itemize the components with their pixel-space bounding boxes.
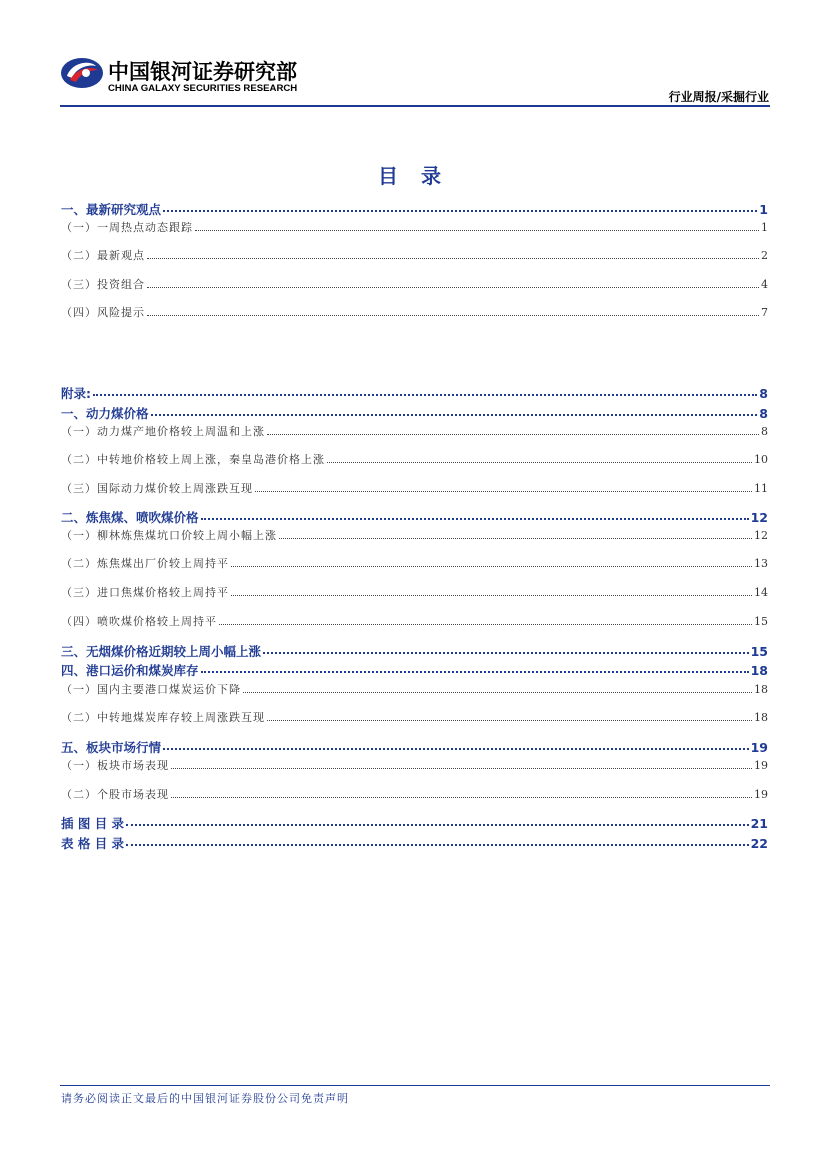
toc-leader-dots (219, 624, 752, 625)
toc-entry[interactable] (61, 508, 768, 524)
toc-entry-label: 表 格 目 录 (61, 836, 125, 851)
toc-leader-dots (201, 518, 749, 520)
toc-entry-page: 14 (754, 586, 768, 599)
toc-entry[interactable] (61, 584, 768, 600)
toc-entry-label: 附录: (61, 386, 91, 401)
toc-entry-label: （三）投资组合 (61, 278, 145, 291)
toc-entry[interactable] (61, 451, 768, 467)
toc-leader-dots (147, 287, 759, 288)
toc-entry-label: （一）一周热点动态跟踪 (61, 221, 193, 234)
brand-name-en: CHINA GALAXY SECURITIES RESEARCH (108, 83, 298, 94)
toc-entry-page: 18 (750, 663, 768, 678)
toc-entry-page: 21 (750, 816, 768, 831)
toc-entry-label: （二）中转地价格较上周上涨，秦皇岛港价格上涨 (61, 453, 325, 466)
toc-entry-page: 12 (754, 529, 768, 542)
toc-entry-label: （一）柳林炼焦煤坑口价较上周小幅上涨 (61, 529, 277, 542)
toc-entry-page: 15 (754, 615, 768, 628)
toc-entry-label: （三）国际动力煤价较上周涨跌互现 (61, 482, 253, 495)
footer-divider (60, 1085, 770, 1086)
toc-entry[interactable] (61, 304, 768, 320)
toc-title: 目 录 (378, 164, 449, 188)
toc-entry-label: 二、炼焦煤、喷吹煤价格 (61, 510, 199, 525)
toc-entry-label: 插 图 目 录 (61, 816, 125, 831)
toc-entry-label: （一）国内主要港口煤炭运价下降 (61, 683, 241, 696)
toc-leader-dots (171, 768, 752, 769)
toc-leader-dots (243, 692, 752, 693)
galaxy-logo-icon (60, 56, 104, 90)
toc-entry-label: （二）个股市场表现 (61, 788, 169, 801)
toc-entry[interactable] (61, 527, 768, 543)
toc-entry[interactable] (61, 738, 768, 754)
toc-entry-page: 2 (761, 249, 768, 262)
toc-leader-dots (267, 720, 752, 721)
toc-entry-label: 三、无烟煤价格近期较上周小幅上涨 (61, 644, 262, 659)
toc-entry-page: 10 (754, 453, 768, 466)
toc-entry[interactable] (61, 276, 768, 292)
toc-leader-dots (231, 566, 752, 567)
toc-entry-page: 7 (761, 306, 768, 319)
brand-name-cn: 中国银河证券研究部 (108, 60, 297, 84)
toc-leader-dots (171, 797, 752, 798)
toc-entry-page: 19 (754, 788, 768, 801)
toc-entry-page: 8 (759, 386, 768, 401)
toc-entry-label: 一、动力煤价格 (61, 406, 149, 421)
toc-entry[interactable] (61, 247, 768, 263)
toc-entry-label: （二）最新观点 (61, 249, 145, 262)
toc-leader-dots (231, 595, 752, 596)
toc-entry[interactable] (61, 757, 768, 773)
toc-entry-label: （一）板块市场表现 (61, 759, 169, 772)
toc-entry[interactable] (61, 200, 768, 216)
toc-leader-dots (327, 462, 752, 463)
toc-entry[interactable] (61, 834, 768, 850)
toc-leader-dots (279, 538, 752, 539)
toc-entry-label: （四）风险提示 (61, 306, 145, 319)
toc-entry[interactable] (61, 219, 768, 235)
toc-entry-label: （一）动力煤产地价格较上周温和上涨 (61, 425, 265, 438)
toc-entry[interactable] (61, 642, 768, 658)
header-divider (60, 105, 770, 107)
toc-entry[interactable] (61, 681, 768, 697)
toc-leader-dots (147, 315, 759, 316)
toc-leader-dots (93, 394, 757, 396)
toc-entry[interactable] (61, 423, 768, 439)
toc-leader-dots (126, 844, 749, 846)
toc-entry[interactable] (61, 404, 768, 420)
toc-entry-page: 18 (754, 683, 768, 696)
toc-leader-dots (267, 434, 759, 435)
toc-leader-dots (201, 671, 749, 673)
toc-entry-page: 19 (754, 759, 768, 772)
toc-entry-page: 13 (754, 557, 768, 570)
toc-entry-label: （三）进口焦煤价格较上周持平 (61, 586, 229, 599)
toc-entry-page: 8 (759, 406, 768, 421)
toc-entry-label: 四、港口运价和煤炭库存 (61, 663, 199, 678)
toc-entry-page: 18 (754, 711, 768, 724)
toc-entry[interactable] (61, 480, 768, 496)
page-header (0, 0, 827, 110)
toc-leader-dots (163, 748, 749, 750)
toc-entry-label: （二）中转地煤炭库存较上周涨跌互现 (61, 711, 265, 724)
toc-entry-page: 1 (761, 221, 768, 234)
toc-entry-label: （二）炼焦煤出厂价较上周持平 (61, 557, 229, 570)
toc-leader-dots (263, 652, 749, 654)
toc-entry[interactable] (61, 786, 768, 802)
toc-entry-page: 15 (750, 644, 768, 659)
toc-entry[interactable] (61, 384, 768, 400)
toc-entry-page: 22 (750, 836, 768, 851)
toc-entry-page: 4 (761, 278, 768, 291)
toc-entry-label: 一、最新研究观点 (61, 202, 162, 217)
toc-entry-page: 1 (759, 202, 768, 217)
disclaimer-note: 请务必阅读正文最后的中国银河证券股份公司免责声明 (61, 1092, 349, 1105)
toc-entry-page: 11 (754, 482, 768, 495)
toc-leader-dots (147, 258, 759, 259)
toc-entry-label: （四）喷吹煤价格较上周持平 (61, 615, 217, 628)
toc-leader-dots (163, 210, 757, 212)
toc-entry[interactable] (61, 814, 768, 830)
toc-leader-dots (151, 414, 758, 416)
toc-entry-page: 8 (761, 425, 768, 438)
toc-entry-page: 12 (750, 510, 768, 525)
toc-leader-dots (126, 824, 749, 826)
toc-entry[interactable] (61, 709, 768, 725)
toc-leader-dots (195, 230, 759, 231)
report-type: 行业周报/采掘行业 (668, 90, 769, 104)
toc-entry-label: 五、板块市场行情 (61, 740, 162, 755)
toc-entry[interactable] (61, 555, 768, 571)
toc-entry[interactable] (61, 661, 768, 677)
toc-entry-page: 19 (750, 740, 768, 755)
toc-entry[interactable] (61, 613, 768, 629)
toc-leader-dots (255, 491, 752, 492)
